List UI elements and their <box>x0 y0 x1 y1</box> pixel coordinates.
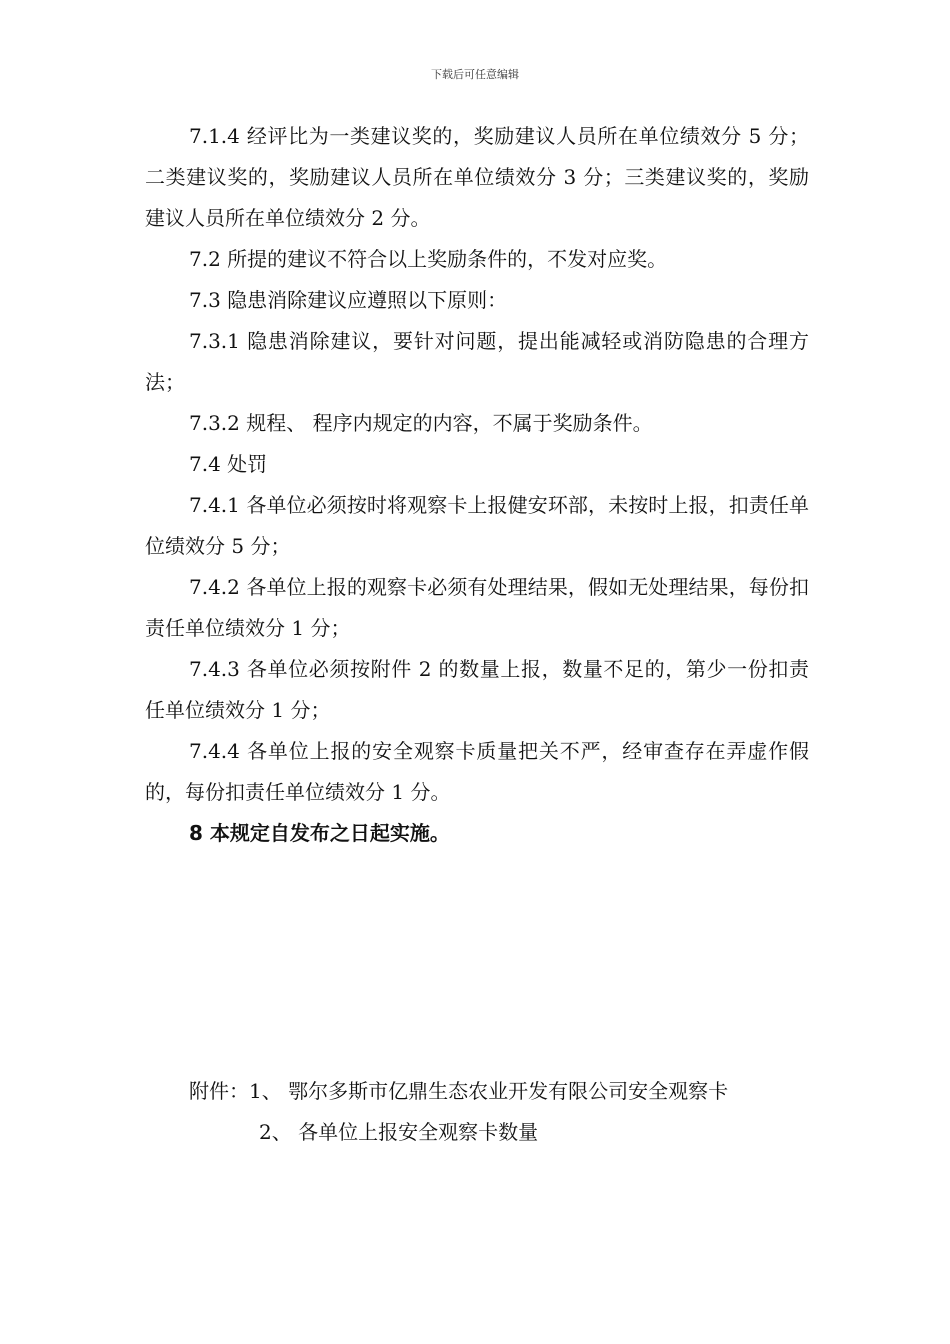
clause-7-2: 7.2 所提的建议不符合以上奖励条件的，不发对应奖。 <box>189 247 668 271</box>
clause-8-effective-date: 8 本规定自发布之日起实施。 <box>189 821 450 845</box>
clause-7-1-4: 7.1.4 经评比为一类建议奖的，奖励建议人员所在单位绩效分 5 分；二类建议奖的，奖励建议人员所在单位绩效分 3 分；三类建议奖的，奖励建议人员所在单位绩效分 2 分。 <box>145 124 809 230</box>
page-header-note: 下载后可任意编辑 <box>431 68 519 81</box>
attachment-item-2: 2、 各单位上报安全观察卡数量 <box>259 1120 539 1144</box>
clause-7-3: 7.3 隐患消除建议应遵照以下原则： <box>189 288 508 312</box>
clause-7-3-1: 7.3.1 隐患消除建议，要针对问题，提出能减轻或消防隐患的合理方法； <box>145 329 809 394</box>
attachment-item-1: 附件：1、 鄂尔多斯市亿鼎生态农业开发有限公司安全观察卡 <box>189 1079 729 1103</box>
clause-7-4-4: 7.4.4 各单位上报的安全观察卡质量把关不严，经审查存在弄虚作假的，每份扣责任单位绩效分 1 分。 <box>145 739 809 804</box>
clause-7-4-3: 7.4.3 各单位必须按附件 2 的数量上报，数量不足的，第少一份扣责任单位绩效分 1 分； <box>145 657 809 722</box>
attachments-section <box>145 1071 809 1153</box>
clause-7-4-1: 7.4.1 各单位必须按时将观察卡上报健安环部，未按时上报，扣责任单位绩效分 5 分； <box>145 493 809 558</box>
document-body <box>145 116 809 854</box>
clause-7-4-2: 7.4.2 各单位上报的观察卡必须有处理结果，假如无处理结果，每份扣责任单位绩效分 1 分； <box>145 575 809 640</box>
clause-7-3-2: 7.3.2 规程、 程序内规定的内容，不属于奖励条件。 <box>189 411 653 435</box>
clause-7-4: 7.4 处罚 <box>189 452 268 476</box>
